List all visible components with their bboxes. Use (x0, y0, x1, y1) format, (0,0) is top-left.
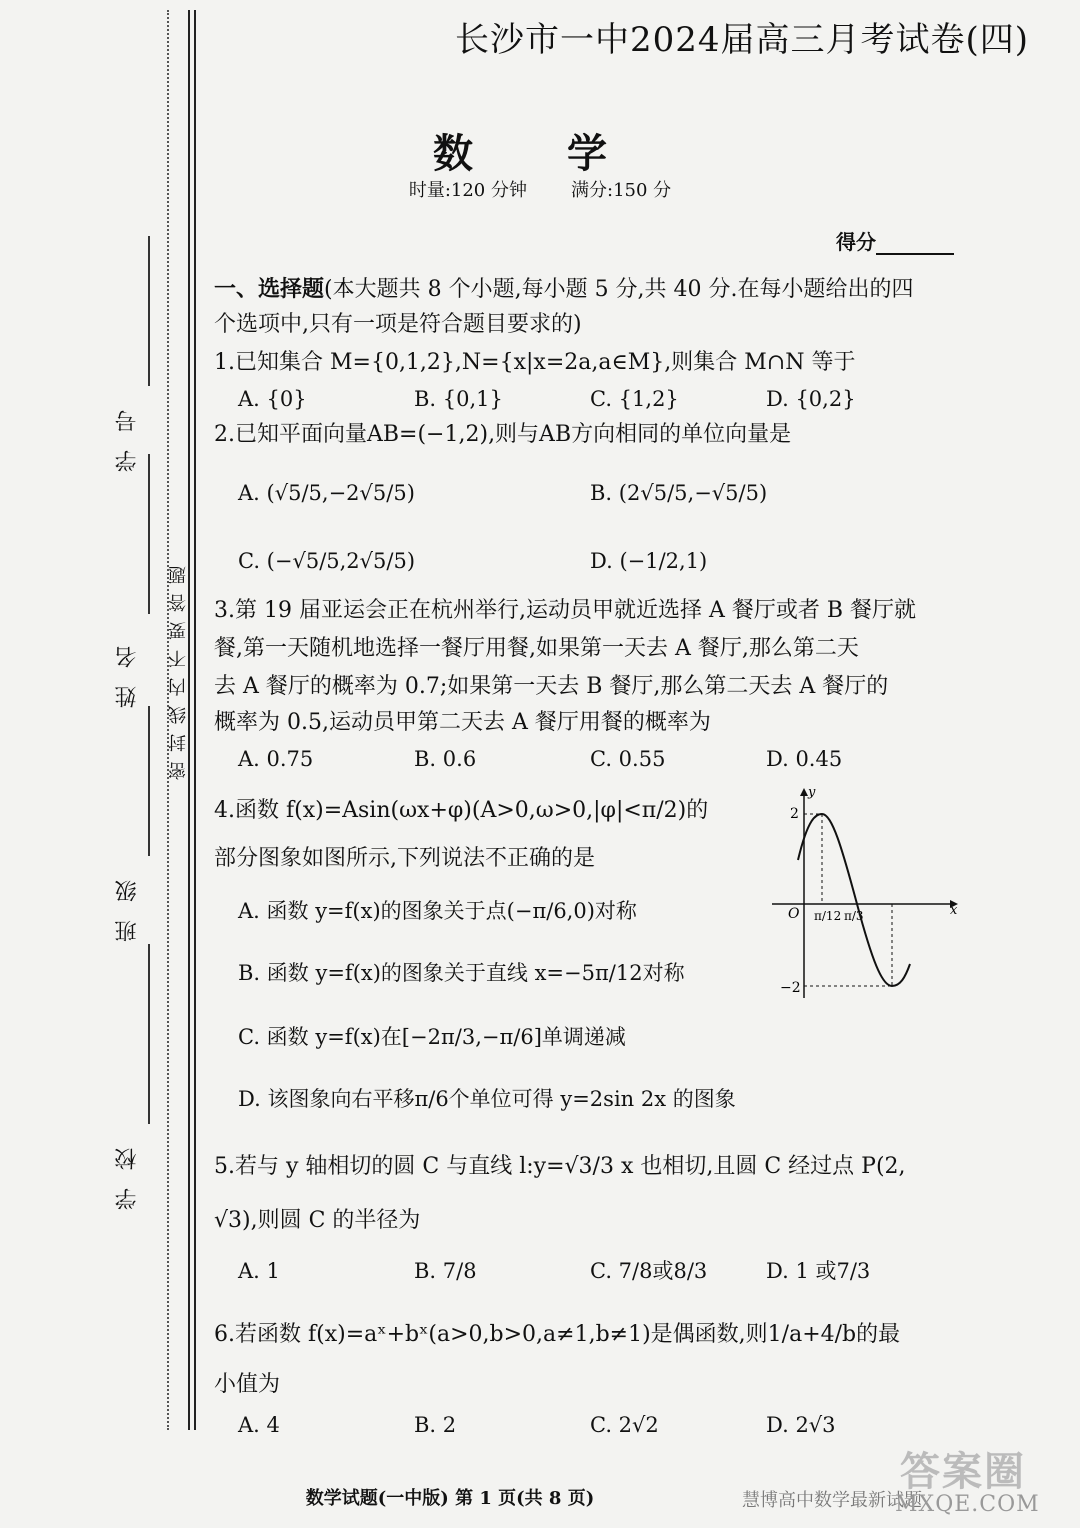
q6-option-a[interactable]: A. 4 (238, 1413, 280, 1437)
q3-option-d[interactable]: D. 0.45 (766, 747, 843, 771)
class-line (148, 706, 150, 856)
name-line (148, 454, 150, 614)
tick-pi-3: π/3 (844, 909, 864, 923)
section-title: 一、选择题 (214, 276, 325, 302)
q5-option-d[interactable]: D. 1 或7/3 (766, 1259, 871, 1283)
q2-stem: 2.已知平面向量AB=(−1,2),则与AB方向相同的单位向量是 (214, 422, 792, 447)
q4-line-2: 部分图象如图所示,下列说法不正确的是 (214, 846, 595, 871)
watermark-logo: 答案圈 (900, 1448, 1026, 1495)
q3-option-c[interactable]: C. 0.55 (590, 747, 666, 771)
y-axis-arrow (800, 788, 808, 796)
section-desc: (本大题共 8 个小题,每小题 5 分,共 40 分.在每小题给出的四 (324, 277, 914, 302)
q5-option-b[interactable]: B. 7/8 (414, 1259, 477, 1283)
exam-meta (0, 176, 1080, 202)
subject-title: 数 学 (433, 130, 647, 177)
q6-line-1: 6.若函数 f(x)=aˣ+bˣ(a>0,b>0,a≠1,b≠1)是偶函数,则1/a+4/b的最 (214, 1322, 901, 1347)
tick-pi-12: π/12 (814, 909, 842, 923)
q6-option-c[interactable]: C. 2√2 (590, 1413, 659, 1437)
origin-label: O (788, 906, 800, 922)
q5-option-a[interactable]: A. 1 (238, 1259, 280, 1283)
q2-option-d[interactable]: D. (−1/2,1) (590, 549, 708, 573)
student-no-label: 学号 (115, 392, 140, 472)
q6-option-b[interactable]: B. 2 (414, 1413, 457, 1437)
q6-line-2: 小值为 (214, 1372, 281, 1397)
q1-option-a[interactable]: A. {0} (238, 387, 307, 411)
q3-line-1: 3.第 19 届亚运会正在杭州举行,运动员甲就近选择 A 餐厅或者 B 餐厅就 (214, 598, 916, 623)
q1-option-b[interactable]: B. {0,1} (414, 387, 503, 411)
x-axis-label: x (950, 903, 958, 918)
q3-line-2: 餐,第一天随机地选择一餐厅用餐,如果第一天去 A 餐厅,那么第二天 (214, 636, 859, 661)
q1-option-d[interactable]: D. {0,2} (766, 387, 856, 411)
tick-ymin: −2 (780, 980, 801, 996)
q3-option-a[interactable]: A. 0.75 (238, 747, 314, 771)
q2-option-b[interactable]: B. (2√5/5,−√5/5) (590, 481, 768, 505)
exam-header: 长沙市一中2024届高三月考试卷(四) (455, 20, 1030, 60)
class-label: 班级 (115, 862, 140, 942)
q4-option-d[interactable]: D. 该图象向右平移π/6个单位可得 y=2sin 2x 的图象 (238, 1087, 736, 1111)
q4-option-b[interactable]: B. 函数 y=f(x)的图象关于直线 x=−5π/12对称 (238, 961, 685, 985)
q4-option-a[interactable]: A. 函数 y=f(x)的图象关于点(−π/6,0)对称 (238, 899, 637, 923)
q4-line-1: 4.函数 f(x)=Asin(ωx+φ)(A>0,ω>0,|φ|<π/2)的 (214, 798, 709, 823)
score-label: 得分 (836, 230, 876, 254)
student-no-line (148, 236, 150, 386)
section-desc-2: 个选项中,只有一项是符合题目要求的) (214, 312, 582, 337)
time-limit: 时量:120 分钟 (408, 180, 527, 201)
q4-graph (768, 778, 968, 1008)
name-label: 姓名 (115, 628, 140, 708)
score-blank[interactable] (876, 235, 954, 255)
sine-curve (798, 814, 910, 986)
q3-line-3: 去 A 餐厅的概率为 0.7;如果第一天去 B 餐厅,那么第二天去 A 餐厅的 (214, 674, 889, 699)
q1-stem: 1.已知集合 M={0,1,2},N={x|x=2a,a∈M},则集合 M∩N 等于 (214, 350, 856, 375)
page-footer: 数学试题(一中版) 第 1 页(共 8 页) (305, 1488, 595, 1509)
margin-line-2 (194, 10, 196, 1430)
school-line (148, 944, 150, 1124)
q2-option-a[interactable]: A. (√5/5,−2√5/5) (238, 481, 415, 505)
y-axis-label: y (808, 785, 816, 800)
watermark-site: MXQE.COM (895, 1492, 1040, 1517)
full-score: 满分:150 分 (571, 180, 672, 201)
watermark-wechat: 慧博高中数学最新试题 (742, 1490, 922, 1511)
seal-notice: 密封线内不要答题 (168, 556, 189, 780)
q3-option-b[interactable]: B. 0.6 (414, 747, 477, 771)
school-label: 学校 (115, 1130, 140, 1210)
q5-option-c[interactable]: C. 7/8或8/3 (590, 1259, 708, 1283)
score-box (836, 226, 954, 255)
q6-option-d[interactable]: D. 2√3 (766, 1413, 836, 1437)
q2-option-c[interactable]: C. (−√5/5,2√5/5) (238, 549, 416, 573)
tick-ymax: 2 (790, 806, 799, 822)
q5-line-2: √3),则圆 C 的半径为 (214, 1208, 421, 1233)
q3-line-4: 概率为 0.5,运动员甲第二天去 A 餐厅用餐的概率为 (214, 710, 711, 735)
q5-line-1: 5.若与 y 轴相切的圆 C 与直线 l:y=√3/3 x 也相切,且圆 C 经过点 P(2, (214, 1154, 906, 1179)
section-heading (214, 274, 914, 305)
q4-option-c[interactable]: C. 函数 y=f(x)在[−2π/3,−π/6]单调递减 (238, 1025, 626, 1049)
q1-option-c[interactable]: C. {1,2} (590, 387, 679, 411)
